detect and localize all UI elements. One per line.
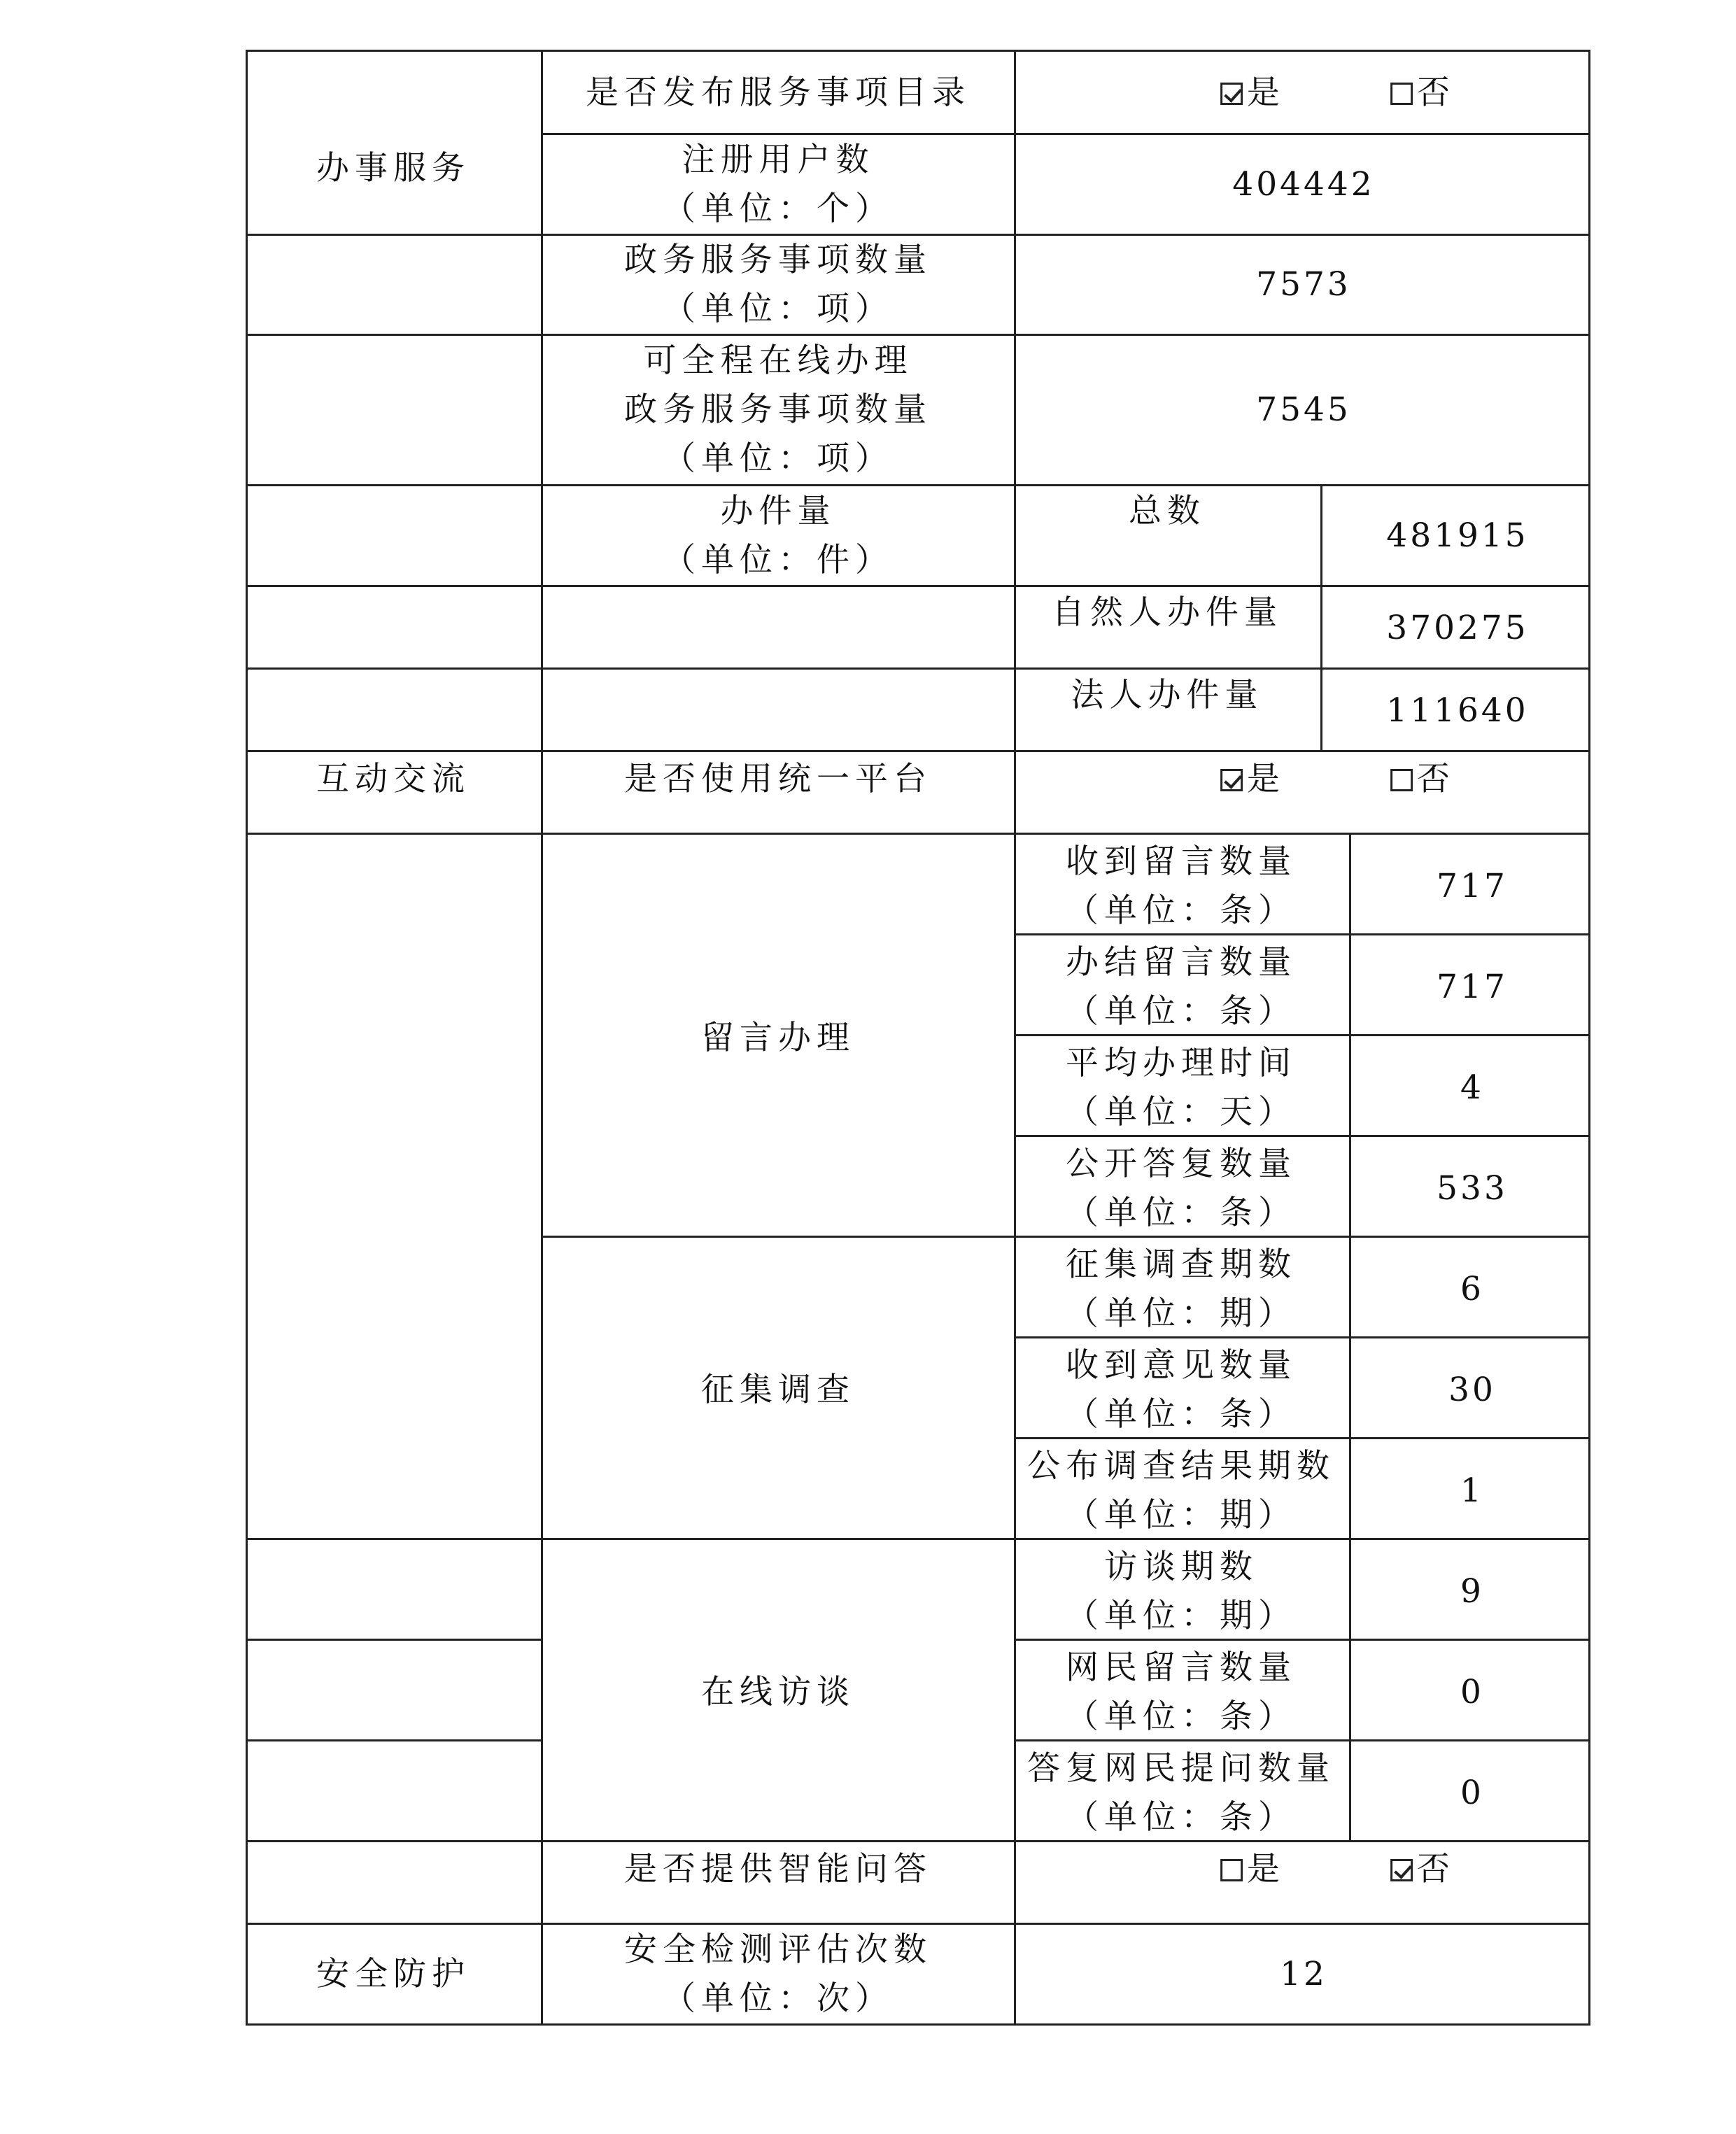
option-label: 否	[1416, 1850, 1455, 1888]
platform-label: 是否使用统一平台	[624, 760, 932, 798]
answered-value: 0	[1460, 1774, 1484, 1812]
option-label: 是	[1246, 73, 1285, 112]
legal-label: 法人办件量	[1071, 676, 1264, 714]
category-security: 安全防护	[316, 1955, 470, 1993]
checked-checkbox-icon[interactable]	[1390, 1859, 1413, 1881]
platform-options	[1156, 706, 1455, 853]
option-label: 否	[1416, 73, 1455, 112]
table-rule	[1014, 50, 1016, 2026]
interview-periods-value: 9	[1460, 1572, 1484, 1611]
closed-label: 办结留言数量 （单位：条）	[1066, 943, 1297, 1031]
catalog-no-option[interactable]	[1390, 69, 1455, 118]
answered-label: 答复网民提问数量 （单位：条）	[1027, 1749, 1335, 1837]
catalog-label: 是否发布服务事项目录	[586, 73, 971, 112]
category-service: 办事服务	[316, 149, 470, 188]
results-label: 公布调查结果期数 （单位：期）	[1027, 1447, 1335, 1534]
table-rule	[246, 1739, 542, 1741]
assess-value: 12	[1280, 1955, 1327, 1993]
checked-checkbox-icon[interactable]	[1220, 83, 1243, 105]
table-rule	[1588, 50, 1590, 2026]
opinions-label: 收到意见数量 （单位：条）	[1066, 1346, 1297, 1434]
table-rule	[246, 667, 1590, 670]
table-rule	[246, 2023, 1590, 2026]
platform-yes-option[interactable]	[1220, 755, 1285, 804]
natural-label: 自然人办件量	[1052, 593, 1283, 632]
unchecked-checkbox-icon[interactable]	[1390, 83, 1413, 105]
qa-no-option[interactable]	[1390, 1845, 1455, 1894]
online-items-value: 7545	[1256, 390, 1351, 429]
public-reply-value: 533	[1437, 1169, 1508, 1208]
results-value: 1	[1460, 1471, 1484, 1510]
total-label: 总数	[1129, 492, 1206, 530]
table-rule	[1349, 833, 1351, 1842]
table-rule	[541, 50, 543, 2026]
total-value: 481915	[1386, 516, 1529, 555]
natural-value: 370275	[1386, 609, 1529, 647]
catalog-options	[1156, 20, 1455, 167]
table-rule	[246, 585, 1590, 587]
items-value: 7573	[1256, 265, 1351, 304]
items-label: 政务服务事项数量 （单位：项）	[624, 241, 932, 328]
unchecked-checkbox-icon[interactable]	[1390, 769, 1413, 791]
messages-group: 留言办理	[701, 1019, 855, 1057]
netizen-msgs-value: 0	[1460, 1673, 1484, 1711]
public-reply-label: 公开答复数量 （单位：条）	[1066, 1145, 1297, 1232]
table-rule	[246, 484, 1590, 486]
table-rule	[246, 334, 1590, 336]
interview-periods-label: 访谈期数 （单位：期）	[1066, 1548, 1297, 1635]
table-rule	[246, 1639, 542, 1641]
option-label: 否	[1416, 760, 1455, 798]
assess-label: 安全检测评估次数 （单位：次）	[624, 1930, 932, 2018]
option-label: 是	[1246, 760, 1285, 798]
legal-value: 111640	[1386, 691, 1529, 730]
survey-periods-label: 征集调查期数 （单位：期）	[1066, 1245, 1297, 1333]
catalog-yes-option[interactable]	[1220, 69, 1285, 118]
qa-yes-option[interactable]	[1220, 1845, 1285, 1894]
users-value: 404442	[1232, 165, 1375, 204]
unchecked-checkbox-icon[interactable]	[1220, 1859, 1243, 1881]
table-rule	[246, 1538, 1590, 1540]
closed-value: 717	[1437, 968, 1508, 1006]
cases-label: 办件量 （单位：件）	[663, 492, 894, 579]
table-rule	[246, 50, 248, 2026]
netizen-msgs-label: 网民留言数量 （单位：条）	[1066, 1648, 1297, 1736]
users-label: 注册用户数 （单位：个）	[663, 141, 894, 228]
avg-time-value: 4	[1460, 1068, 1484, 1107]
survey-group: 征集调查	[701, 1371, 855, 1409]
received-value: 717	[1437, 867, 1508, 905]
qa-options	[1156, 1796, 1455, 1943]
received-label: 收到留言数量 （单位：条）	[1066, 842, 1297, 930]
opinions-value: 30	[1448, 1371, 1496, 1409]
option-label: 是	[1246, 1850, 1285, 1888]
survey-periods-value: 6	[1460, 1270, 1484, 1308]
avg-time-label: 平均办理时间 （单位：天）	[1066, 1044, 1297, 1131]
platform-no-option[interactable]	[1390, 755, 1455, 804]
interview-group: 在线访谈	[701, 1673, 855, 1711]
qa-label: 是否提供智能问答	[624, 1850, 932, 1888]
checked-checkbox-icon[interactable]	[1220, 769, 1243, 791]
online-items-label: 可全程在线办理 政务服务事项数量 （单位：项）	[624, 341, 932, 478]
category-interaction: 互动交流	[316, 760, 470, 798]
